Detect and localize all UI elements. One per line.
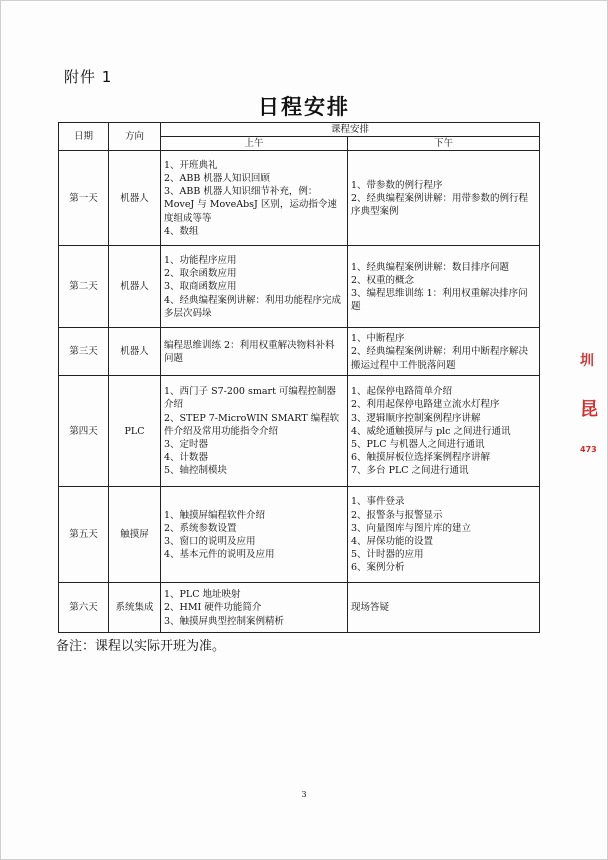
- attachment-label: 附件 1: [64, 68, 113, 86]
- list-item: 5、轴控制模块: [164, 465, 228, 477]
- day-cell: 第六天: [59, 583, 109, 633]
- list-item: 6、案例分析: [351, 562, 405, 574]
- list-item: 2、经典编程案例讲解：利用中断程序解决搬运过程中工件脱落问题: [351, 346, 529, 371]
- footnote: 备注：课程以实际开班为准。: [56, 639, 226, 654]
- morning-cell: [161, 487, 348, 583]
- list-item: 2、经典编程案例讲解：用带参数的例行程序典型案例: [351, 192, 529, 217]
- afternoon-cell: [348, 583, 540, 633]
- list-item: 3、ABB 机器人知识细节补充，例：MoveJ 与 MoveAbsJ 区别，运动指令速度组成等等: [164, 186, 337, 224]
- list-item: 4、基本元件的说明及应用: [164, 549, 275, 561]
- schedule-table: [58, 122, 540, 633]
- header-afternoon: 下午: [348, 137, 540, 151]
- day-cell: 第五天: [59, 487, 109, 583]
- list-item: 2、权重的概念: [351, 274, 415, 286]
- list-item: 2、STEP 7-MicroWIN SMART 编程软件介绍及常用功能指令介绍: [164, 412, 340, 437]
- list-item: 2、ABB 机器人知识回顾: [164, 173, 270, 184]
- list-item: 2、系统参数设置: [164, 522, 237, 534]
- list-item: 3、触摸屏典型控制案例精析: [164, 615, 285, 627]
- morning-cell: [161, 328, 348, 376]
- list-item: 3、逻辑顺序控制案例程序讲解: [351, 412, 481, 424]
- stamp-fragment-digits: 473: [580, 445, 597, 454]
- day-cell: 第四天: [59, 376, 109, 487]
- table-row: [59, 376, 540, 487]
- header-morning: 上午: [161, 137, 348, 151]
- stamp-fragment-mid: 昆: [580, 399, 598, 420]
- table-row: [59, 487, 540, 583]
- list-item: 4、威纶通触摸屏与 plc 之间进行通讯: [351, 425, 511, 437]
- table-row: [59, 328, 540, 376]
- page-number: 3: [301, 790, 307, 799]
- list-item: 2、HMI 硬件功能简介: [164, 602, 262, 614]
- afternoon-cell: [348, 246, 540, 328]
- list-item: 7、多台 PLC 之间进行通讯: [351, 465, 469, 477]
- list-item: 4、数组: [164, 225, 199, 237]
- list-item: 5、PLC 与机器人之间进行通讯: [351, 439, 485, 450]
- list-item: 2、取余函数应用: [164, 268, 237, 280]
- direction-cell: 机器人: [109, 328, 161, 376]
- list-item: 1、经典编程案例讲解：数目排序问题: [351, 261, 510, 273]
- afternoon-cell: [348, 487, 540, 583]
- list-item: 5、计时器的应用: [351, 549, 424, 561]
- table-row: [59, 151, 540, 246]
- list-item: 3、编程思维训练 1：利用权重解决排序问题: [351, 287, 528, 313]
- list-item: 1、起保停电路简单介绍: [351, 386, 453, 398]
- list-item: 1、触摸屏编程软件介绍: [164, 509, 266, 521]
- list-item: 4、经典编程案例讲解：利用功能程序完成多层次码垛: [164, 294, 342, 319]
- morning-cell: [161, 151, 348, 246]
- afternoon-cell: [348, 328, 540, 376]
- morning-cell: [161, 246, 348, 328]
- list-item: 2、报警条与报警显示: [351, 509, 443, 521]
- page-title: 日程安排: [258, 95, 350, 119]
- morning-cell: [161, 583, 348, 633]
- day-cell: 第二天: [59, 246, 109, 328]
- list-item: 3、窗口的说明及应用: [164, 535, 256, 547]
- list-item: 1、功能程序应用: [164, 254, 237, 266]
- list-item: 3、取商函数应用: [164, 281, 237, 293]
- list-item: 1、事件登录: [351, 496, 405, 508]
- list-item: 2、利用起保停电路建立流水灯程序: [351, 399, 500, 411]
- direction-cell: 触摸屏: [109, 487, 161, 583]
- direction-cell: 机器人: [109, 246, 161, 328]
- stamp-fragment-top: 圳: [580, 353, 594, 369]
- list-item: 1、中断程序: [351, 333, 405, 345]
- list-item: 3、向量图库与图片库的建立: [351, 522, 472, 534]
- table-row: [59, 246, 540, 328]
- list-item: 编程思维训练 2：利用权重解决物料补料问题: [164, 339, 335, 364]
- afternoon-cell: [348, 376, 540, 487]
- list-item: 4、屏保功能的设置: [351, 535, 434, 547]
- list-item: 1、西门子 S7-200 smart 可编程控制器介绍: [164, 386, 336, 411]
- list-item: 1、PLC 地址映射: [164, 589, 241, 601]
- list-item: 3、定时器: [164, 439, 209, 450]
- list-item: 1、带参数的例行程序: [351, 179, 443, 191]
- list-item: 1、开班典礼: [164, 159, 218, 171]
- header-date: 日期: [59, 123, 109, 151]
- header-schedule: 课程安排: [161, 123, 540, 137]
- table-row: [59, 583, 540, 633]
- day-cell: 第一天: [59, 151, 109, 246]
- list-item: 4、计数器: [164, 452, 209, 464]
- direction-cell: 机器人: [109, 151, 161, 246]
- direction-cell: 系统集成: [109, 583, 161, 633]
- list-item: 6、触摸屏板位选择案例程序讲解: [351, 452, 491, 464]
- day-cell: 第三天: [59, 328, 109, 376]
- header-direction: 方向: [109, 123, 161, 151]
- morning-cell: [161, 376, 348, 487]
- direction-cell: PLC: [109, 376, 161, 487]
- afternoon-cell: [348, 151, 540, 246]
- list-item: 现场答疑: [351, 602, 390, 614]
